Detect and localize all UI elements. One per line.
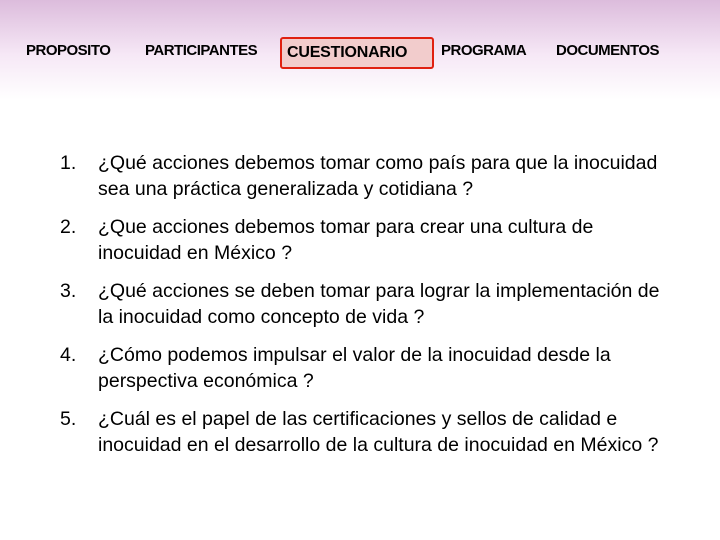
question-text: ¿Qué acciones se deben tomar para lograr la implementación de la inocuidad como concepto de vida ? bbox=[98, 280, 660, 328]
question-item bbox=[60, 406, 660, 458]
question-number: 1. bbox=[60, 152, 77, 174]
tab-proposito[interactable]: PROPOSITO bbox=[26, 42, 111, 59]
question-text: ¿Qué acciones debemos tomar como país para que la inocuidad sea una práctica generalizada y cotidiana ? bbox=[98, 152, 658, 200]
question-number: 5. bbox=[60, 408, 77, 430]
question-item bbox=[60, 214, 660, 266]
question-item bbox=[60, 150, 660, 202]
tab-programa[interactable]: PROGRAMA bbox=[441, 42, 527, 59]
question-list bbox=[60, 150, 660, 470]
question-number: 3. bbox=[60, 280, 77, 302]
question-text: ¿Cómo podemos impulsar el valor de la inocuidad desde la perspectiva económica ? bbox=[98, 344, 611, 392]
question-number: 4. bbox=[60, 344, 77, 366]
question-number: 2. bbox=[60, 216, 77, 238]
question-text: ¿Que acciones debemos tomar para crear una cultura de inocuidad en México ? bbox=[98, 216, 594, 264]
question-item bbox=[60, 342, 660, 394]
tab-participantes[interactable]: PARTICIPANTES bbox=[145, 42, 258, 59]
question-item bbox=[60, 278, 660, 330]
tab-cuestionario[interactable]: CUESTIONARIO bbox=[287, 44, 408, 61]
tab-documentos[interactable]: DOCUMENTOS bbox=[556, 42, 660, 59]
question-text: ¿Cuál es el papel de las certificaciones y sellos de calidad e inocuidad en el desarrollo de la cultura de inocuidad en México ? bbox=[98, 408, 659, 456]
